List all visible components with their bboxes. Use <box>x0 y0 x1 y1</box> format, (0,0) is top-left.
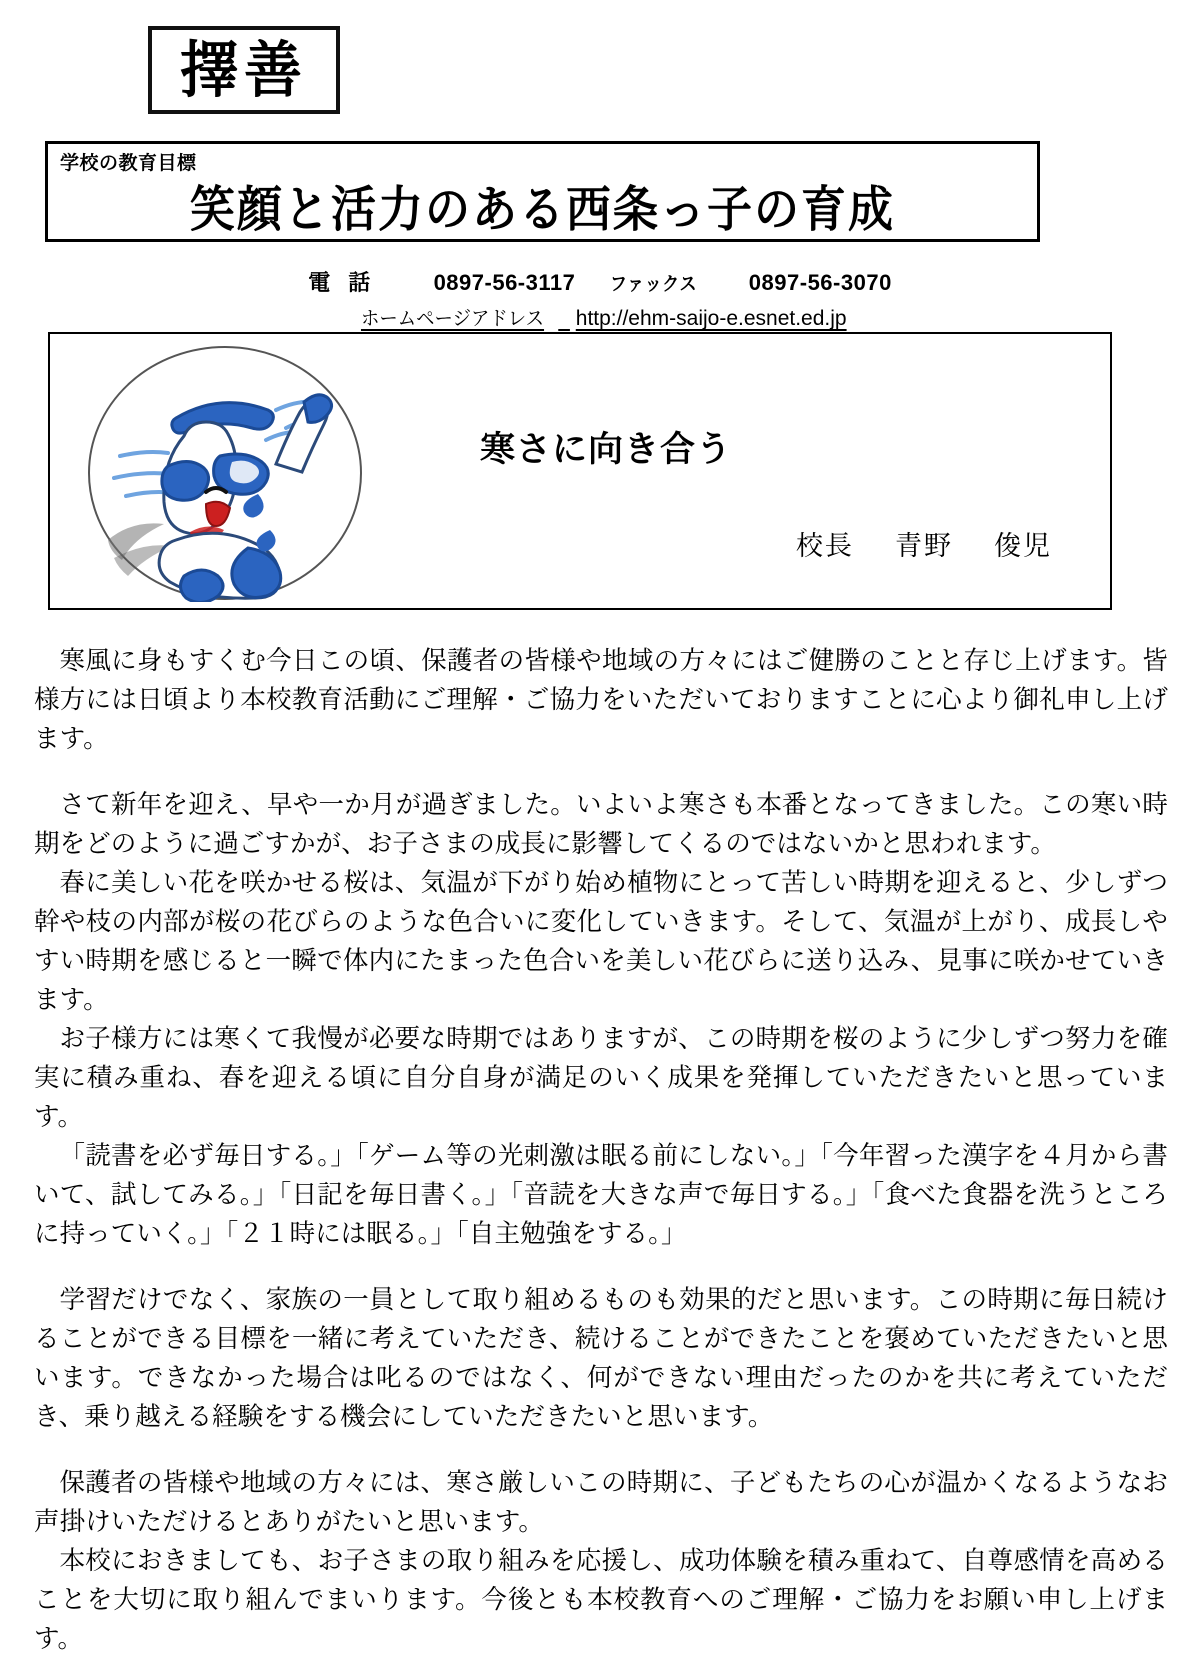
principal-byline <box>796 524 1052 563</box>
body-paragraph: 保護者の皆様や地域の方々には、寒さ厳しいこの時期に、子どもたちの心が温かくなるようなお声掛けいただけるとありがたいと思います。 <box>34 1469 1168 1536</box>
newsletter-headline: 寒さに向き合う <box>480 430 733 469</box>
school-mascot-illustration <box>80 344 370 602</box>
contact-phone-row <box>0 266 1200 297</box>
body-paragraph: 本校におきましても、お子さまの取り組みを応援し、成功体験を積み重ねて、自尊感情を高めることを大切に取り組んでまいります。今後とも本校教育へのご理解・ご協力をお願い申し上げます。 <box>34 1547 1168 1653</box>
principal-role: 校長 <box>795 531 854 561</box>
contact-block <box>0 266 1200 331</box>
newsletter-body <box>34 642 1168 1659</box>
homepage-url[interactable]: http://ehm-saijo-e.esnet.ed.jp <box>575 307 847 330</box>
body-paragraph: お子様方には寒くて我慢が必要な時期ではありますが、この時期を桜のように少しずつ努力を確実に積み重ね、春を迎える頃に自分自身が満足のいく成果を発揮していただきたいと思っています。 <box>34 1025 1168 1131</box>
seal-kanji-text: 擇善 <box>179 34 308 106</box>
fax-number: 0897-56-3070 <box>748 270 892 295</box>
body-paragraph: 寒風に身もすくむ今日この頃、保護者の皆様や地域の方々にはご健勝のことと存じ上げます。皆様方には日頃より本校教育活動にご理解・ご協力をいただいておりますことに心より御礼申し上げます。 <box>34 647 1168 753</box>
body-paragraph: 「読書を必ず毎日する。」「ゲーム等の光刺激は眠る前にしない。」「今年習った漢字を４月から書いて、試してみる。」「日記を毎日書く。」「音読を大きな声で毎日する。」「食べた食器を洗うところに持っていく。」「２１時には眠る。」「自主勉強をする。」 <box>34 1142 1168 1248</box>
homepage-label: ホームページアドレス <box>361 308 545 330</box>
seal-border <box>148 26 340 114</box>
education-goal-box <box>45 141 1040 242</box>
body-paragraph: 学習だけでなく、家族の一員として取り組めるものも効果的だと思います。この時期に毎日続けることができる目標を一緒に考えていただき、続けることができたことを褒めていただきたいと思います。できなかった場合は叱るのではなく、何ができない理由だったのかを共に考えていただき、乗り越える経験をする機会にしていただきたいと思います。 <box>34 1286 1168 1431</box>
education-goal-title: 笑顔と活力のある西条っ子の育成 <box>189 181 895 237</box>
fax-label: ファックス <box>609 274 697 295</box>
body-paragraph: 春に美しい花を咲かせる桜は、気温が下がり始め植物にとって苦しい時期を迎えると、少しずつ幹や枝の内部が桜の花びらのような色合いに変化していきます。そして、気温が上がり、成長しやすい時期を感じると一瞬で体内にたまった色合いを美しい花びらに送り込み、見事に咲かせていきます。 <box>34 869 1168 1014</box>
education-goal-label: 学校の教育目標 <box>60 153 197 174</box>
contact-homepage-row <box>0 302 1200 331</box>
body-paragraph: さて新年を迎え、早や一か月が過ぎました。いよいよ寒さも本番となってきました。この寒い時期をどのように過ごすかが、お子さまの成長に影響してくるのではないかと思われます。 <box>34 791 1168 858</box>
masthead-seal <box>148 26 340 114</box>
phone-number: 0897-56-3117 <box>433 270 576 295</box>
phone-label: 電 話 <box>308 270 377 295</box>
principal-family-name: 青野 <box>894 531 953 561</box>
headline-box <box>48 332 1112 610</box>
principal-given-name: 俊児 <box>994 531 1052 561</box>
